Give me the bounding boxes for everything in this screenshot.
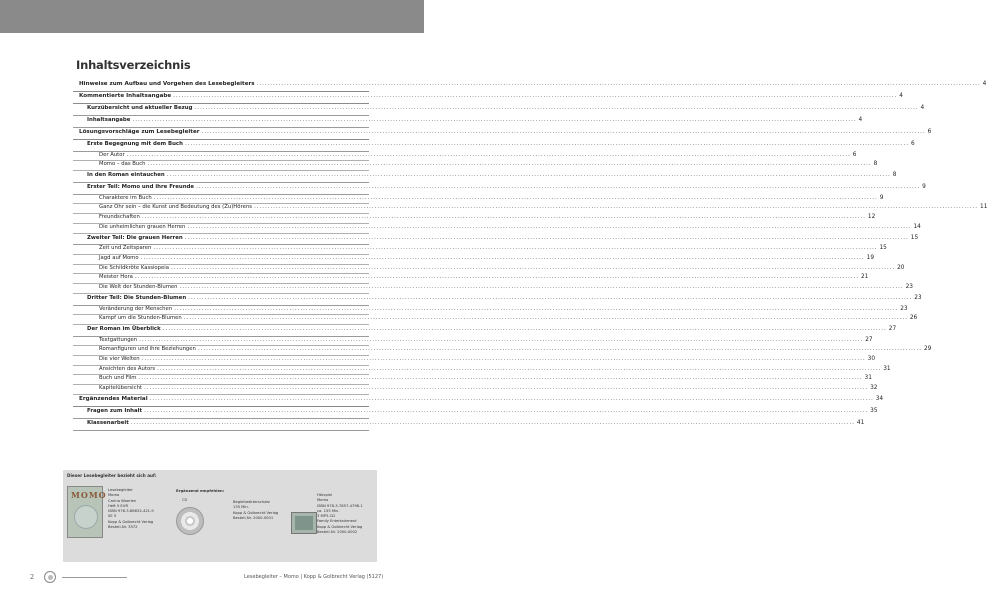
- toc-leader-dots: [184, 315, 908, 321]
- toc-leader-dots: [185, 141, 909, 147]
- toc-leader-dots: [144, 408, 868, 414]
- footer-divider: [62, 577, 127, 578]
- cd-label: CD: [182, 498, 188, 502]
- toc-entry-label: Erster Teil: Momo und ihre Freunde: [87, 183, 195, 190]
- detail-line: Begleitwörterschatz: [233, 500, 270, 504]
- page-footer: [0, 570, 424, 590]
- page-number: 2: [30, 573, 35, 581]
- toc-entry[interactable]: [73, 365, 891, 376]
- toc-entry-label: Die vier Welten: [99, 356, 140, 363]
- toc-entry[interactable]: [73, 375, 872, 385]
- toc-entry-label: Die Welt der Stunden-Blumen: [99, 284, 178, 291]
- toc-entry-page: 15: [879, 245, 887, 252]
- detail-line: Momo: [317, 498, 329, 503]
- toc-entry[interactable]: [73, 81, 987, 92]
- toc-entry-label: Fragen zum Inhalt: [87, 408, 143, 415]
- toc-entry-label: Klassenarbeit: [87, 419, 129, 426]
- cover-illustration: [74, 505, 98, 529]
- toc-entry-label: Der Autor: [99, 151, 125, 158]
- toc-entry[interactable]: [73, 161, 878, 171]
- audio-details: [317, 493, 375, 535]
- toc-entry-label: Die Schildkröte Kassiopeia: [99, 264, 170, 271]
- detail-line: Bestell-Nr. 2000-0002: [317, 530, 358, 535]
- toc-leader-dots: [142, 214, 866, 220]
- page-title: Inhaltsverzeichnis: [76, 58, 191, 72]
- toc-leader-dots: [131, 420, 855, 426]
- toc-entry-page: 15: [910, 234, 919, 241]
- toc-entry-label: Meister Hora: [99, 274, 133, 281]
- toc-leader-dots: [163, 326, 887, 332]
- toc-entry[interactable]: [73, 151, 857, 162]
- toc-entry-label: In den Roman eintauchen: [87, 172, 165, 179]
- toc-entry[interactable]: [73, 284, 913, 294]
- toc-entry-label: Kommentierte Inhaltsangabe: [79, 93, 172, 100]
- detail-line: 3 MP3-CD: [317, 514, 336, 519]
- toc-entry-page: 11: [980, 204, 987, 211]
- detail-line: SE 5: [108, 514, 117, 519]
- toc-leader-dots: [257, 81, 981, 87]
- toc-entry-label: Hinweise zum Aufbau und Vorgehen des Lesebegleiters: [79, 81, 255, 87]
- toc-leader-dots: [254, 204, 978, 210]
- toc-entry[interactable]: [73, 274, 869, 284]
- toc-entry-page: 35: [870, 408, 878, 415]
- cd-disc-icon: [176, 507, 204, 535]
- toc-leader-dots: [135, 274, 859, 280]
- detail-line: ca. 155 Min.: [317, 508, 340, 513]
- toc-leader-dots: [202, 129, 926, 135]
- toc-entry[interactable]: [73, 245, 887, 255]
- detail-line: Family Entertainment: [317, 519, 357, 524]
- toc-entry[interactable]: [73, 234, 919, 246]
- toc-entry-label: Momo – das Buch: [99, 161, 146, 168]
- toc-leader-dots: [148, 161, 872, 167]
- detail-line: Kopp & Golbrecht Verlag: [108, 519, 154, 524]
- toc-leader-dots: [194, 105, 918, 111]
- toc-entry-page: 9: [922, 183, 926, 190]
- toc-entry-page: 4: [920, 105, 925, 112]
- toc-entry-page: 31: [883, 365, 891, 372]
- toc-entry-label: Ansichten des Autors: [99, 365, 156, 372]
- toc-entry-label: Buch und Film: [99, 375, 137, 382]
- toc-entry-label: Jagd auf Momo: [99, 254, 139, 261]
- toc-leader-dots: [171, 265, 895, 271]
- detail-line: Kopp & Golbrecht Verlag: [317, 524, 363, 529]
- toc-entry[interactable]: [73, 356, 876, 366]
- toc-entry-page: 4: [899, 93, 903, 100]
- toc-entry[interactable]: [73, 346, 932, 356]
- toc-entry-label: Kapitelübersicht: [99, 385, 143, 392]
- toc-entry-page: 14: [913, 223, 921, 230]
- toc-entry[interactable]: [73, 93, 903, 104]
- toc-leader-dots: [174, 306, 898, 312]
- toc-leader-dots: [188, 295, 912, 301]
- toc-leader-dots: [142, 356, 866, 362]
- toc-entry-page: 6: [911, 140, 915, 147]
- cover-title: MOMO: [71, 490, 107, 500]
- toc-entry-page: 32: [870, 385, 878, 392]
- toc-entry-page: 8: [892, 172, 897, 179]
- toc-entry[interactable]: [73, 214, 876, 224]
- toc-entry[interactable]: [73, 325, 897, 337]
- footer-text: Lesebegleiter – Momo | Kopp & Golbrecht Verlag (5127): [244, 574, 384, 580]
- toc-entry[interactable]: [73, 336, 873, 347]
- toc-entry[interactable]: [73, 315, 918, 325]
- toc-leader-dots: [180, 284, 904, 290]
- toc-leader-dots: [154, 195, 878, 201]
- toc-leader-dots: [138, 375, 862, 381]
- toc-leader-dots: [196, 184, 920, 190]
- toc-leader-dots: [185, 235, 909, 241]
- toc-entry-page: 23: [914, 294, 922, 301]
- detail-line: Kopp & Golbrecht Verlag: [233, 510, 279, 515]
- toc-entry-page: 30: [867, 356, 876, 363]
- toc-entry[interactable]: [73, 223, 921, 234]
- detail-line: Bestell-Nr. 3572: [108, 525, 138, 530]
- toc-entry-page: 34: [875, 396, 884, 403]
- toc-leader-dots: [132, 117, 856, 123]
- toc-entry-label: Ergänzendes Material: [79, 396, 148, 403]
- detail-line: ISBN 978-3-7857-4798-1: [317, 503, 363, 508]
- toc-entry[interactable]: [73, 254, 875, 265]
- toc-entry-page: 20: [897, 264, 905, 271]
- toc-entry-label: Dritter Teil: Die Stunden-Blumen: [87, 294, 187, 301]
- top-bar: [0, 0, 424, 33]
- toc-entry-page: 23: [905, 284, 913, 291]
- box-heading: Dieser Lesebegleiter bezieht sich auf:: [67, 473, 157, 478]
- toc-entry[interactable]: [73, 129, 932, 140]
- toc-entry-label: Zweiter Teil: Die grauen Herren: [87, 234, 183, 241]
- toc-entry-page: 27: [865, 336, 873, 343]
- toc-entry-page: 4: [858, 116, 863, 123]
- cd-details: [233, 500, 293, 521]
- toc-leader-dots: [127, 152, 851, 158]
- toc-entry-page: 9: [879, 194, 884, 201]
- toc-leader-dots: [167, 172, 891, 178]
- toc-entry-label: Charaktere im Buch: [99, 194, 152, 201]
- toc-leader-dots: [198, 346, 922, 352]
- toc-entry-label: Lösungsvorschläge zum Lesebegleiter: [79, 129, 200, 136]
- toc-entry[interactable]: [73, 305, 908, 316]
- toc-entry-label: Erste Begegnung mit dem Buch: [87, 140, 183, 147]
- book1-details: [108, 488, 170, 530]
- recommended-materials-box: [63, 470, 377, 562]
- toc-entry-label: Ganz Ohr sein – die Kunst und Bedeutung des (Zu)Hörens: [99, 204, 252, 211]
- toc-entry[interactable]: [73, 172, 897, 183]
- box-subheading: Ergänzend empfehlen:: [176, 488, 225, 493]
- detail-line: Bestell-Nr. 2000-0001: [233, 515, 274, 520]
- toc-page: [73, 58, 987, 431]
- toc-entry-label: Die unheimlichen grauen Herren: [99, 223, 186, 230]
- toc-entry[interactable]: [73, 419, 865, 431]
- detail-line: ISBN 978-3-86632-421-9: [108, 509, 154, 514]
- toc-leader-dots: [139, 337, 863, 343]
- toc-entry-page: 29: [923, 346, 932, 353]
- toc-leader-dots: [187, 224, 911, 230]
- toc-leader-dots: [144, 385, 868, 391]
- toc-entry-page: 41: [856, 419, 865, 426]
- detail-line: Momo: [108, 493, 120, 498]
- toc-entry-label: Kampf um die Stunden-Blumen: [99, 315, 182, 322]
- book-cover-image: [67, 486, 107, 538]
- publisher-logo-icon: [44, 571, 56, 583]
- toc-entry-label: Der Roman im Überblick: [87, 325, 161, 332]
- toc-entry-label: Romanfiguren und ihre Beziehungen: [99, 346, 196, 353]
- detail-line: Lesebegleiter: [108, 488, 133, 492]
- toc-entry-page: 8: [873, 161, 878, 168]
- toc-entry-label: Zeit und Zeitsparen: [99, 245, 152, 252]
- toc-entry[interactable]: [73, 116, 863, 128]
- toc-entry[interactable]: [73, 408, 878, 419]
- toc-entry-label: Textgattungen: [99, 336, 138, 343]
- toc-entry-page: 19: [866, 254, 875, 261]
- toc-entry-page: 23: [900, 305, 908, 312]
- toc-entry-page: 27: [888, 325, 897, 332]
- toc-leader-dots: [173, 93, 897, 99]
- toc-entry-page: 21: [860, 274, 869, 281]
- toc-leader-dots: [150, 396, 874, 402]
- detail-line: Carina Woerlen: [108, 498, 137, 503]
- detail-line: 135 Min.: [233, 505, 249, 510]
- toc-entry-page: 4: [982, 81, 987, 87]
- table-of-contents: [73, 81, 987, 431]
- toc-entry[interactable]: [73, 183, 926, 195]
- toc-entry-label: Freundschaften: [99, 214, 140, 221]
- detail-line: Heft 5 EUR: [108, 503, 129, 508]
- toc-entry[interactable]: [73, 140, 915, 152]
- audio-cover-image: [291, 512, 317, 534]
- toc-entry-page: 6: [852, 151, 857, 158]
- toc-entry[interactable]: [73, 396, 884, 407]
- toc-entry-label: Veränderung der Menschen: [99, 305, 173, 312]
- toc-entry[interactable]: [73, 385, 878, 395]
- toc-entry[interactable]: [73, 204, 987, 214]
- toc-leader-dots: [141, 255, 865, 261]
- toc-leader-dots: [153, 245, 877, 251]
- toc-entry[interactable]: [73, 105, 925, 116]
- toc-entry[interactable]: [73, 194, 884, 205]
- toc-entry[interactable]: [73, 264, 905, 275]
- toc-entry-page: 6: [927, 129, 932, 136]
- toc-entry-page: 26: [909, 315, 918, 322]
- toc-entry-page: 12: [867, 214, 876, 221]
- detail-line: Hörspiel: [317, 493, 333, 497]
- toc-entry-page: 31: [864, 375, 872, 382]
- toc-leader-dots: [157, 366, 881, 372]
- toc-entry-label: Inhaltsangabe: [87, 116, 131, 123]
- toc-entry[interactable]: [73, 294, 922, 306]
- toc-entry-label: Kurzübersicht und aktueller Bezug: [87, 105, 193, 112]
